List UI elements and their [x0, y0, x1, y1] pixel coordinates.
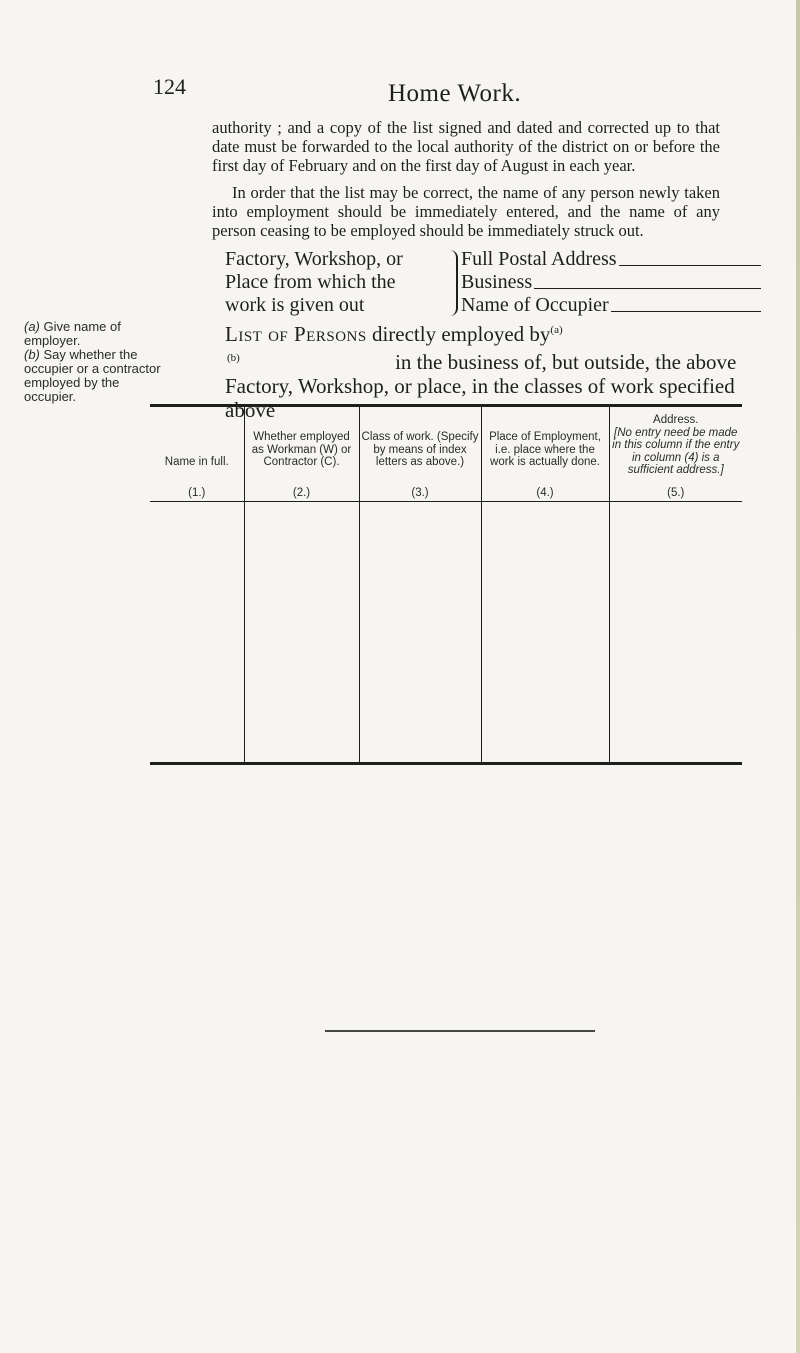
factory-description — [225, 248, 443, 317]
col-header-place-of-employment: Place of Employment, i.e. place where the work is actually done. (4.) — [481, 407, 609, 502]
page-number: 124 — [153, 74, 186, 99]
table-cell — [481, 502, 609, 763]
table-cell — [150, 502, 244, 763]
postal-address-field — [461, 248, 761, 271]
occupier-label: Name of Occupier — [461, 294, 609, 316]
factory-line-3: work is given out — [225, 294, 365, 316]
paragraph-2: In order that the list may be correct, the name of any person newly taken into employment should be immediately entered, and the name of any person ceasing to be employed should be immediately struck out. — [212, 183, 720, 240]
footnote-a-marker: (a) — [550, 324, 563, 336]
factory-line-2: Place from which the — [225, 271, 396, 293]
col-header-address: Address. [No entry need be made in this column if the entry in column (4) is a sufficient address.] (5.) — [609, 407, 742, 502]
business-line — [534, 288, 761, 289]
running-head: Home Work. — [388, 80, 522, 107]
postal-address-label: Full Postal Address — [461, 248, 617, 270]
table-cell — [359, 502, 481, 763]
list-heading: List of Persons directly employed $by^{(a)}$ $^{(b)}$ in the business of, but outside, the above Factory, Workshop, or place, in the classes of work specified above — [225, 322, 737, 422]
occupier-field — [461, 294, 761, 317]
postal-address-line — [619, 265, 761, 266]
paragraph-1: authority ; and a copy of the list signed and dated and corrected up to that date must be forwarded to the local authority of the district on or before the first day of February and on the first day of August in each year. — [212, 118, 720, 175]
col-header-employment-type: Whether employed as Workman (W) or Contractor (C). (2.) — [244, 407, 359, 502]
table-cell — [244, 502, 359, 763]
business-field — [461, 271, 761, 294]
margin-note-b: (b) Say whether the occupier or a contractor employed by the occupier. — [24, 347, 161, 404]
persons-table — [150, 404, 742, 765]
factory-fields — [461, 248, 761, 317]
table-cell — [609, 502, 742, 763]
occupier-line — [611, 311, 761, 312]
business-label: Business — [461, 271, 533, 293]
brace — [446, 250, 458, 316]
table-row — [150, 502, 742, 763]
bottom-rule — [325, 1030, 595, 1032]
page-edge — [796, 0, 800, 1353]
margin-note-a: (a) Give name of employer. — [24, 319, 121, 348]
list-heading-rest: in the business of, but outside, the above Factory, Workshop, or place, in the classes of work specified above — [225, 350, 737, 422]
factory-line-1: Factory, Workshop, or — [225, 248, 403, 270]
list-heading-caps: List of Persons — [225, 322, 367, 346]
col-header-class-of-work: Class of work. (Specify by means of index letters as above.) (3.) — [359, 407, 481, 502]
footnote-b-marker: (b) — [227, 352, 240, 364]
margin-note — [24, 320, 164, 404]
col-header-name: Name in full. (1.) — [150, 407, 244, 502]
table-header-row — [150, 407, 742, 502]
